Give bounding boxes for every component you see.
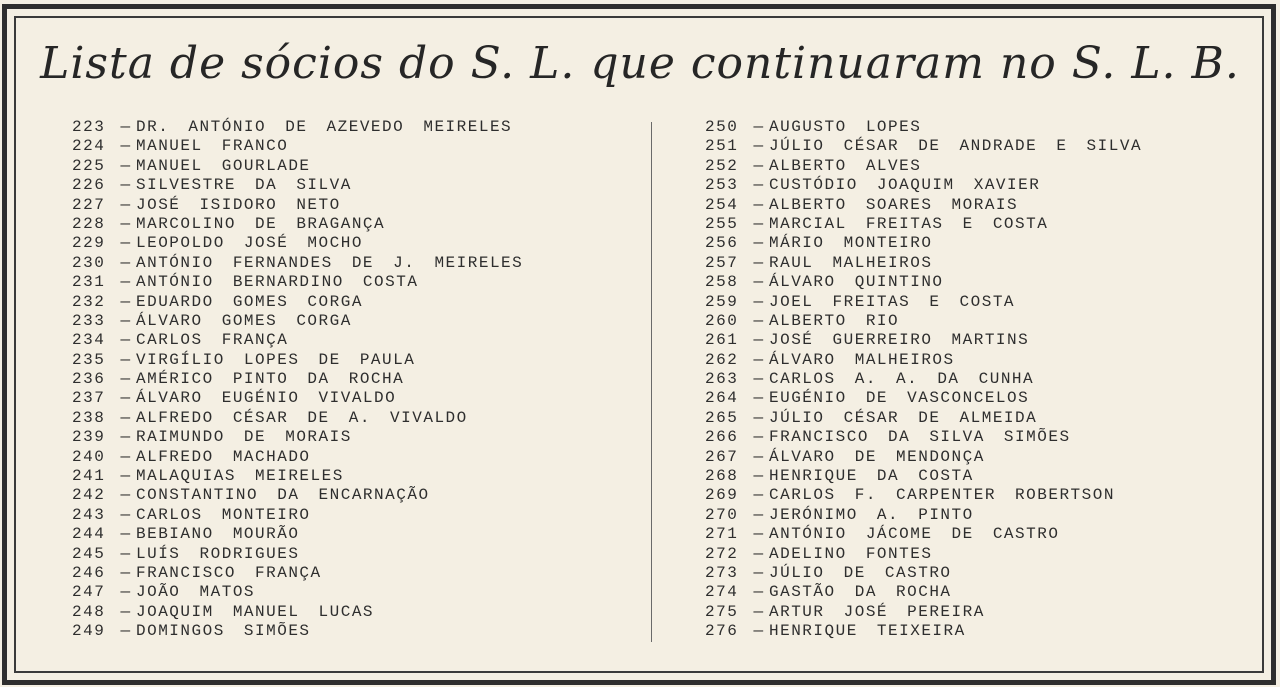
member-entry (72, 351, 523, 370)
member-name: JOÃO MATOS (136, 583, 256, 602)
member-number: 259 (705, 292, 739, 311)
member-entry (705, 157, 1142, 176)
member-entry (705, 603, 1142, 622)
member-number: 255 (705, 214, 739, 233)
member-entry (705, 506, 1142, 525)
member-entry (705, 196, 1142, 215)
member-number: 226 (72, 176, 106, 195)
entry-dash: — (120, 331, 132, 350)
member-name: ÁLVARO QUINTINO (769, 273, 944, 292)
member-number: 225 (72, 156, 106, 175)
member-name: EDUARDO GOMES CORGA (136, 292, 363, 311)
member-number: 250 (705, 118, 739, 136)
entry-dash: — (753, 525, 765, 544)
entry-dash: — (753, 195, 765, 214)
member-name: HENRIQUE TEIXEIRA (769, 622, 966, 641)
member-number: 234 (72, 331, 106, 350)
member-name: ÁLVARO EUGÉNIO VIVALDO (136, 389, 397, 408)
column-divider (651, 122, 652, 642)
member-number: 243 (72, 505, 106, 524)
entry-dash: — (120, 467, 132, 486)
entry-dash: — (753, 505, 765, 524)
entry-dash: — (753, 486, 765, 505)
member-entry (72, 234, 523, 253)
member-entry (72, 583, 523, 602)
right-member-list (705, 118, 1142, 642)
entry-dash: — (120, 622, 132, 641)
member-entry (705, 254, 1142, 273)
member-name: MARCOLINO DE BRAGANÇA (136, 214, 386, 233)
entry-dash: — (120, 505, 132, 524)
member-number: 273 (705, 563, 739, 582)
member-name: ANTÓNIO BERNARDINO COSTA (136, 273, 419, 292)
member-name: RAIMUNDO DE MORAIS (136, 428, 352, 447)
member-name: CUSTÓDIO JOAQUIM XAVIER (769, 176, 1041, 195)
member-entry (72, 506, 523, 525)
entry-dash: — (120, 350, 132, 369)
entry-dash: — (120, 428, 132, 447)
member-number: 264 (705, 389, 739, 408)
member-number: 265 (705, 408, 739, 427)
entry-dash: — (120, 118, 132, 136)
member-name: JERÓNIMO A. PINTO (769, 505, 974, 524)
member-entry (72, 409, 523, 428)
member-entry (705, 428, 1142, 447)
entry-dash: — (753, 602, 765, 621)
member-name: CARLOS A. A. DA CUNHA (769, 370, 1035, 389)
entry-dash: — (120, 408, 132, 427)
member-entry (72, 137, 523, 156)
member-number: 241 (72, 467, 106, 486)
entry-dash: — (120, 176, 132, 195)
member-number: 228 (72, 214, 106, 233)
member-name: LUÍS RODRIGUES (136, 544, 300, 563)
entry-dash: — (753, 137, 765, 156)
entry-dash: — (120, 370, 132, 389)
member-entry (705, 583, 1142, 602)
member-name: JOEL FREITAS E COSTA (769, 292, 1016, 311)
member-number: 257 (705, 253, 739, 272)
member-name: BEBIANO MOURÃO (136, 525, 300, 544)
entry-dash: — (120, 544, 132, 563)
member-entry (72, 196, 523, 215)
member-entry (705, 273, 1142, 292)
member-number: 272 (705, 544, 739, 563)
member-name: ARTUR JOSÉ PEREIRA (769, 602, 985, 621)
entry-dash: — (120, 525, 132, 544)
member-entry (705, 234, 1142, 253)
entry-dash: — (753, 292, 765, 311)
entry-dash: — (120, 583, 132, 602)
member-entry (705, 409, 1142, 428)
member-number: 271 (705, 525, 739, 544)
member-number: 223 (72, 118, 106, 136)
member-entry (72, 545, 523, 564)
member-name: CARLOS FRANÇA (136, 331, 289, 350)
entry-dash: — (753, 408, 765, 427)
entry-dash: — (753, 622, 765, 641)
member-number: 224 (72, 137, 106, 156)
member-entry (705, 486, 1142, 505)
member-entry (705, 351, 1142, 370)
member-entry (72, 603, 523, 622)
member-name: JÚLIO DE CASTRO (769, 563, 952, 582)
member-name: ALFREDO MACHADO (136, 447, 311, 466)
member-name: VIRGÍLIO LOPES DE PAULA (136, 350, 416, 369)
member-name: ANTÓNIO FERNANDES DE J. MEIRELES (136, 253, 524, 272)
member-name: ALBERTO RIO (769, 311, 900, 330)
member-number: 246 (72, 563, 106, 582)
member-name: MANUEL FRANCO (136, 137, 289, 156)
member-entry (705, 389, 1142, 408)
member-number: 238 (72, 408, 106, 427)
member-number: 231 (72, 273, 106, 292)
entry-dash: — (753, 467, 765, 486)
member-number: 242 (72, 486, 106, 505)
member-name: MÁRIO MONTEIRO (769, 234, 933, 253)
member-number: 256 (705, 234, 739, 253)
member-entry (72, 273, 523, 292)
member-name: JÚLIO CÉSAR DE ANDRADE E SILVA (769, 137, 1143, 156)
member-name: LEOPOLDO JOSÉ MOCHO (136, 234, 363, 253)
member-name: JOAQUIM MANUEL LUCAS (136, 602, 375, 621)
page-title: Lista de sócios do S. L. que continuaram no S. L. B. (40, 38, 1240, 89)
member-number: 270 (705, 505, 739, 524)
member-entry (72, 312, 523, 331)
member-name: CARLOS F. CARPENTER ROBERTSON (769, 486, 1115, 505)
member-name: MANUEL GOURLADE (136, 156, 311, 175)
entry-dash: — (753, 331, 765, 350)
member-name: CARLOS MONTEIRO (136, 505, 311, 524)
member-name: FRANCISCO FRANÇA (136, 563, 322, 582)
member-name: MALAQUIAS MEIRELES (136, 467, 344, 486)
member-number: 245 (72, 544, 106, 563)
member-number: 261 (705, 331, 739, 350)
member-entry (72, 254, 523, 273)
entry-dash: — (120, 389, 132, 408)
member-entry (72, 157, 523, 176)
member-entry (72, 215, 523, 234)
member-number: 247 (72, 583, 106, 602)
entry-dash: — (753, 311, 765, 330)
member-number: 229 (72, 234, 106, 253)
member-name: ÁLVARO DE MENDONÇA (769, 447, 985, 466)
member-entry (705, 118, 1142, 137)
member-entry (72, 564, 523, 583)
left-member-list (72, 118, 523, 642)
entry-dash: — (120, 602, 132, 621)
member-entry (72, 467, 523, 486)
member-name: ÁLVARO GOMES CORGA (136, 311, 352, 330)
entry-dash: — (753, 370, 765, 389)
member-name: JOSÉ ISIDORO NETO (136, 195, 341, 214)
entry-dash: — (120, 195, 132, 214)
member-entry (705, 370, 1142, 389)
member-number: 254 (705, 195, 739, 214)
member-number: 275 (705, 602, 739, 621)
member-name: GASTÃO DA ROCHA (769, 583, 952, 602)
member-name: CONSTANTINO DA ENCARNAÇÃO (136, 486, 430, 505)
member-name: ANTÓNIO JÁCOME DE CASTRO (769, 525, 1060, 544)
member-name: AUGUSTO LOPES (769, 118, 922, 136)
entry-dash: — (120, 214, 132, 233)
member-entry (72, 622, 523, 641)
member-number: 269 (705, 486, 739, 505)
entry-dash: — (753, 176, 765, 195)
entry-dash: — (753, 234, 765, 253)
member-entry (72, 118, 523, 137)
member-name: DOMINGOS SIMÕES (136, 622, 311, 641)
member-number: 232 (72, 292, 106, 311)
member-entry (705, 525, 1142, 544)
member-number: 227 (72, 195, 106, 214)
member-number: 239 (72, 428, 106, 447)
member-number: 267 (705, 447, 739, 466)
member-number: 263 (705, 370, 739, 389)
member-name: ALBERTO SOARES MORAIS (769, 195, 1019, 214)
member-name: AMÉRICO PINTO DA ROCHA (136, 370, 405, 389)
entry-dash: — (753, 447, 765, 466)
member-name: RAUL MALHEIROS (769, 253, 933, 272)
member-entry (705, 312, 1142, 331)
member-name: ALFREDO CÉSAR DE A. VIVALDO (136, 408, 468, 427)
member-name: JÚLIO CÉSAR DE ALMEIDA (769, 408, 1038, 427)
member-number: 236 (72, 370, 106, 389)
member-entry (705, 176, 1142, 195)
member-name: EUGÉNIO DE VASCONCELOS (769, 389, 1030, 408)
entry-dash: — (753, 389, 765, 408)
member-name: MARCIAL FREITAS E COSTA (769, 214, 1049, 233)
entry-dash: — (753, 118, 765, 136)
member-number: 274 (705, 583, 739, 602)
member-entry (72, 486, 523, 505)
member-entry (72, 448, 523, 467)
member-name: ADELINO FONTES (769, 544, 933, 563)
member-name: ÁLVARO MALHEIROS (769, 350, 955, 369)
member-number: 260 (705, 311, 739, 330)
entry-dash: — (120, 137, 132, 156)
member-entry (705, 622, 1142, 641)
member-name: FRANCISCO DA SILVA SIMÕES (769, 428, 1071, 447)
member-number: 252 (705, 156, 739, 175)
member-number: 253 (705, 176, 739, 195)
member-entry (705, 215, 1142, 234)
member-number: 233 (72, 311, 106, 330)
member-entry (705, 137, 1142, 156)
entry-dash: — (120, 234, 132, 253)
member-entry (72, 525, 523, 544)
member-entry (705, 448, 1142, 467)
entry-dash: — (753, 563, 765, 582)
member-number: 266 (705, 428, 739, 447)
member-number: 258 (705, 273, 739, 292)
entry-dash: — (120, 486, 132, 505)
entry-dash: — (120, 311, 132, 330)
member-number: 237 (72, 389, 106, 408)
entry-dash: — (120, 156, 132, 175)
entry-dash: — (753, 350, 765, 369)
entry-dash: — (120, 292, 132, 311)
member-name: DR. ANTÓNIO DE AZEVEDO MEIRELES (136, 118, 513, 136)
member-entry (72, 176, 523, 195)
member-name: ALBERTO ALVES (769, 156, 922, 175)
member-name: SILVESTRE DA SILVA (136, 176, 352, 195)
entry-dash: — (753, 253, 765, 272)
entry-dash: — (753, 214, 765, 233)
entry-dash: — (120, 253, 132, 272)
member-entry (705, 331, 1142, 350)
member-number: 240 (72, 447, 106, 466)
entry-dash: — (753, 428, 765, 447)
member-number: 262 (705, 350, 739, 369)
member-entry (705, 564, 1142, 583)
member-entry (705, 467, 1142, 486)
member-name: JOSÉ GUERREIRO MARTINS (769, 331, 1030, 350)
entry-dash: — (753, 156, 765, 175)
member-number: 268 (705, 467, 739, 486)
entry-dash: — (120, 273, 132, 292)
member-number: 276 (705, 622, 739, 641)
member-number: 249 (72, 622, 106, 641)
entry-dash: — (753, 273, 765, 292)
member-number: 235 (72, 350, 106, 369)
member-entry (72, 389, 523, 408)
member-number: 251 (705, 137, 739, 156)
member-number: 230 (72, 253, 106, 272)
member-entry (72, 428, 523, 447)
entry-dash: — (753, 544, 765, 563)
entry-dash: — (120, 563, 132, 582)
member-entry (705, 293, 1142, 312)
member-name: HENRIQUE DA COSTA (769, 467, 974, 486)
member-entry (72, 293, 523, 312)
member-number: 248 (72, 602, 106, 621)
entry-dash: — (120, 447, 132, 466)
entry-dash: — (753, 583, 765, 602)
member-entry (72, 331, 523, 350)
member-number: 244 (72, 525, 106, 544)
member-entry (72, 370, 523, 389)
member-entry (705, 545, 1142, 564)
